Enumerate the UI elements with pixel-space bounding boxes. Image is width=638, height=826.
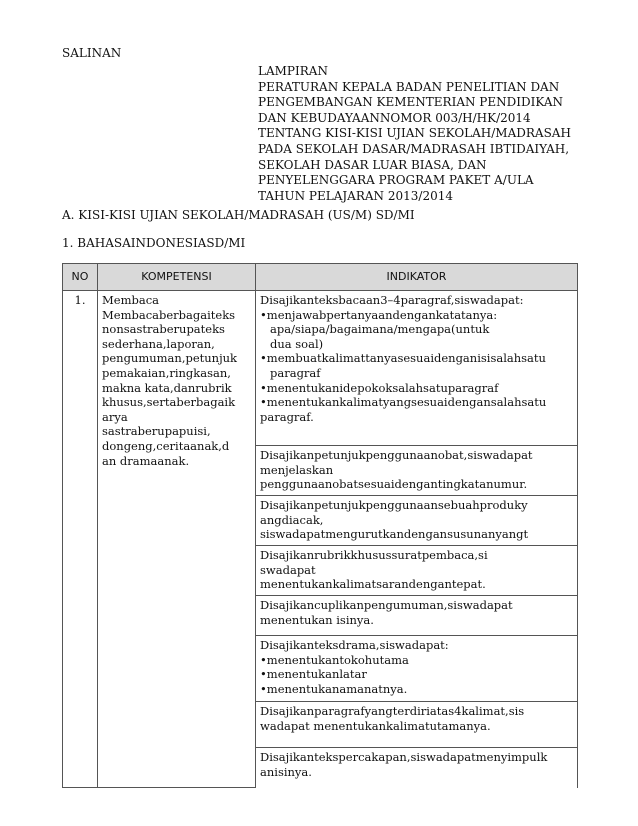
indikator-line: menjelaskan xyxy=(260,462,334,477)
cell-kompetensi xyxy=(98,291,256,788)
header-no: NO xyxy=(63,264,98,291)
indikator-line: Disajikanpetunjukpenggunaansebuahproduky xyxy=(260,498,528,512)
indikator-bullet: •menentukankalimatyangsesuaidengansalahsatu xyxy=(260,395,547,410)
section-1-heading: 1. BAHASAINDONESIASD/MI xyxy=(62,236,246,250)
indikator-bullet: •menentukantokohutama xyxy=(260,652,409,667)
indikator-cell xyxy=(256,446,578,496)
indikator-line: penggunaanobatsesuaidengantingkatanumur. xyxy=(260,477,528,492)
indikator-line: Disajikantekspercakapan,siswadapatmenyimpulk xyxy=(260,750,548,764)
kompetensi-line: sastraberupapuisi, xyxy=(102,424,211,439)
indikator-line: paragraf. xyxy=(260,409,314,424)
indikator-line: Disajikanrubrikkhusussuratpembaca,si xyxy=(260,548,488,562)
indikator-bullet: •menjawabpertanyaandengankatatanya: xyxy=(260,307,498,322)
lampiran-line: TAHUN PELAJARAN 2013/2014 xyxy=(258,188,453,203)
indikator-bullet: •membuatkalimattanyasesuaidenganisisalahsatu xyxy=(260,351,546,366)
header-indikator: INDIKATOR xyxy=(256,264,578,291)
indikator-line: swadapat xyxy=(260,562,316,577)
lampiran-line: PENYELENGGARA PROGRAM PAKET A/ULA xyxy=(258,173,534,188)
indikator-line: Disajikanparagrafyangterdiriatas4kalimat,sis xyxy=(260,704,525,718)
indikator-bullet: •menentukanlatar xyxy=(260,667,367,682)
indikator-line: apa/siapa/bagaimana/mengapa(untuk xyxy=(270,322,490,337)
lampiran-line: PERATURAN KEPALA BADAN PENELITIAN DAN xyxy=(258,79,560,94)
indikator-cell xyxy=(256,546,578,596)
indikator-line: Disajikancuplikanpengumuman,siswadapat xyxy=(260,598,513,612)
kompetensi-line: an dramaanak. xyxy=(102,453,190,468)
indikator-bullet: •menentukanamanatnya. xyxy=(260,681,408,696)
kompetensi-line: dongeng,ceritaanak,d xyxy=(102,438,230,453)
indikator-line: menentukankalimatsarandengantepat. xyxy=(260,577,486,592)
kompetensi-line: nonsastraberupateks xyxy=(102,322,225,337)
lampiran-line: PADA SEKOLAH DASAR/MADRASAH IBTIDAIYAH, xyxy=(258,141,570,156)
cell-no: 1. xyxy=(63,291,98,788)
indikator-cell xyxy=(256,748,578,788)
indikator-cell xyxy=(256,496,578,546)
indikator-line: anisinya. xyxy=(260,764,312,779)
salinan-label: SALINAN xyxy=(62,46,122,60)
indikator-line: menentukan isinya. xyxy=(260,612,374,627)
section-a-heading: A. KISI-KISI UJIAN SEKOLAH/MADRASAH (US/M) SD/MI xyxy=(62,208,415,222)
table-row xyxy=(63,291,578,446)
indikator-line: Disajikanteksbacaan3–4paragraf,siswadapat: xyxy=(260,293,524,307)
lampiran-line: LAMPIRAN xyxy=(258,64,328,78)
lampiran-block xyxy=(258,64,598,204)
indikator-line: siswadapatmengurutkandengansusunanyangt xyxy=(260,527,529,542)
table-header-row xyxy=(63,264,578,291)
indikator-line: dua soal) xyxy=(270,336,324,351)
kompetensi-line: arya xyxy=(102,409,128,424)
lampiran-line: PENGEMBANGAN KEMENTERIAN PENDIDIKAN xyxy=(258,95,564,110)
lampiran-line: SEKOLAH DASAR LUAR BIASA, DAN xyxy=(258,157,487,172)
indikator-line: paragraf xyxy=(270,365,321,380)
lampiran-line: TENTANG KISI-KISI UJIAN SEKOLAH/MADRASAH xyxy=(258,126,571,141)
kompetensi-line: khusus,sertaberbagaik xyxy=(102,395,236,410)
lampiran-line: DAN KEBUDAYAANNOMOR 003/H/HK/2014 xyxy=(258,110,531,125)
kisi-kisi-table xyxy=(62,263,578,788)
header-kompetensi: KOMPETENSI xyxy=(98,264,256,291)
indikator-line: wadapat menentukankalimatutamanya. xyxy=(260,718,491,733)
kompetensi-line: pemakaian,ringkasan, xyxy=(102,365,231,380)
indikator-line: Disajikanteksdrama,siswadapat: xyxy=(260,638,449,652)
indikator-line: Disajikanpetunjukpenggunaanobat,siswadapat xyxy=(260,448,533,462)
indikator-cell xyxy=(256,596,578,636)
indikator-cell xyxy=(256,291,578,446)
kompetensi-line: Membaca xyxy=(102,293,160,307)
indikator-line: angdiacak, xyxy=(260,512,324,527)
indikator-cell xyxy=(256,702,578,748)
kompetensi-line: sederhana,laporan, xyxy=(102,336,215,351)
kompetensi-line: makna kata,danrubrik xyxy=(102,380,232,395)
indikator-cell xyxy=(256,636,578,702)
indikator-bullet: •menentukanidepokoksalahsatuparagraf xyxy=(260,380,499,395)
kompetensi-line: Membacaberbagaiteks xyxy=(102,307,236,322)
kompetensi-line: pengumuman,petunjuk xyxy=(102,351,238,366)
